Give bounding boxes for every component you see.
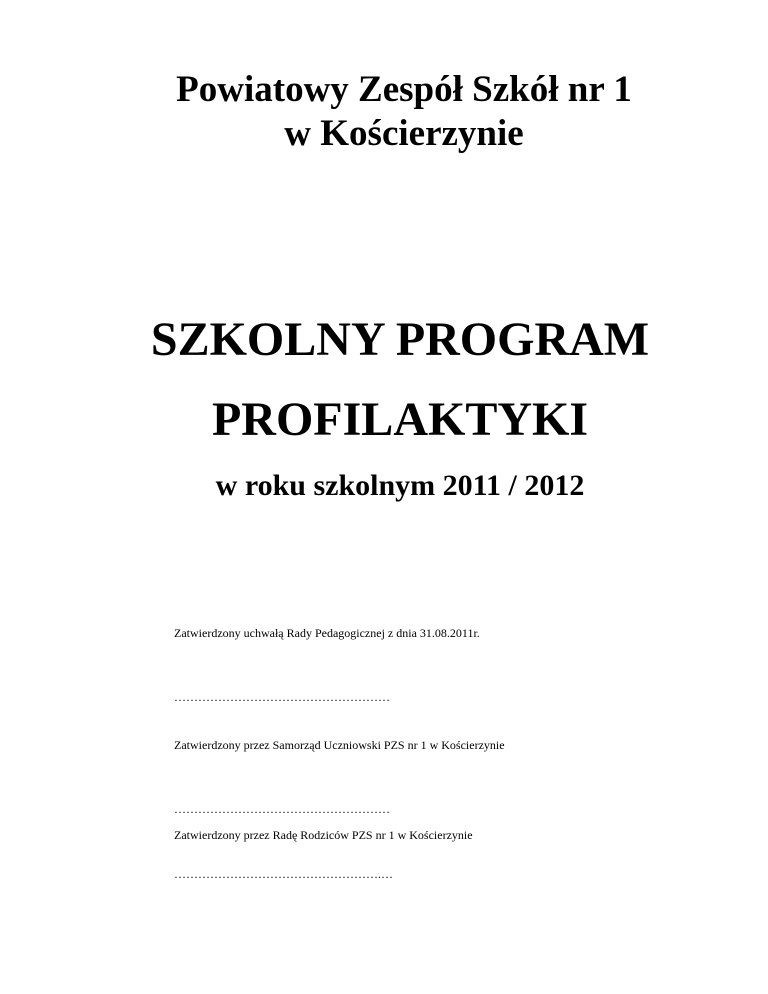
school-name-heading [0,68,768,156]
program-title-line-1: SZKOLNY PROGRAM [150,313,650,366]
signature-line-students: ……………………………………………… [174,802,390,816]
school-name-line-2: w Kościerzynie [284,113,524,154]
school-name-line-1: Powiatowy Zespół Szkół nr 1 [176,69,632,110]
signature-line-teachers: ……………………………………………… [174,690,390,704]
parents-council-approval: Zatwierdzony przez Radę Rodziców PZS nr 1 w Kościerzynie [174,828,473,842]
student-council-approval: Zatwierdzony przez Samorząd Uczniowski PZS nr 1 w Kościerzynie [174,738,505,752]
program-title-line-2: PROFILAKTYKI [211,393,589,446]
program-title [0,300,768,460]
teachers-council-approval: Zatwierdzony uchwałą Rady Pedagogicznej z dnia 31.08.2011r. [174,626,480,640]
school-year-line: w roku szkolnym 2011 / 2012 [215,469,585,502]
signature-line-parents: …………………………………………….… [174,867,393,881]
